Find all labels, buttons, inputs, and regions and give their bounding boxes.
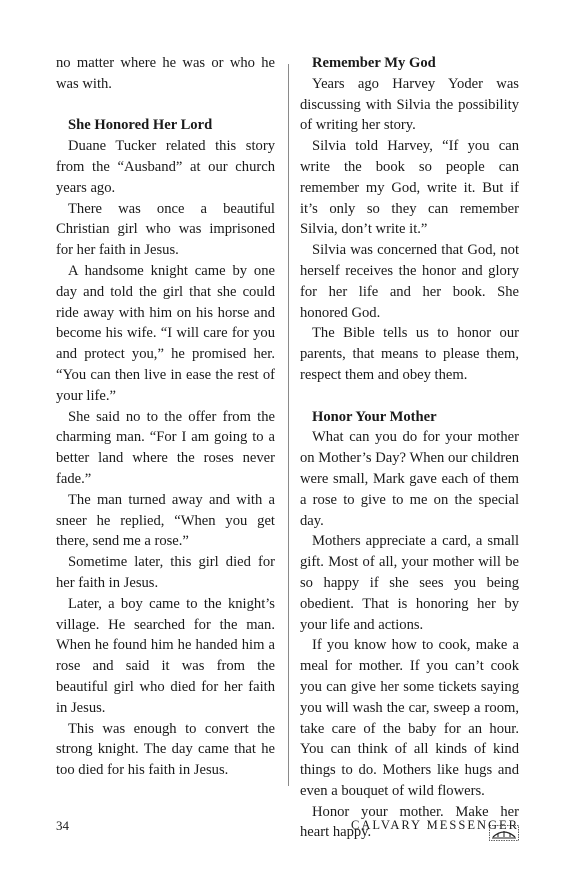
left-column <box>56 53 275 781</box>
closing-text: Honor your mother. Make her heart happy. <box>300 803 519 841</box>
paragraph-continued: no matter where he was or who he was with. <box>56 55 275 92</box>
paragraph: There was once a beautiful Christian girl who was imprisoned for her faith in Jesus. <box>56 200 275 259</box>
paragraph: If you know how to cook, make a meal for mother. If you can’t cook you can give her some tickets saying you will wash the car, sweep a room, take care of the baby for an hour. You can think of all kinds of kind things to do. Mothers like hugs and even a bouquet of wild flowers. <box>300 637 519 799</box>
paragraph: Silvia told Harvey, “If you can write the book so people can remember my God, write it. But if it’s only so they can remember Silvia, don’t write it.” <box>300 138 519 238</box>
section-heading-honor-your-mother: Honor Your Mother <box>312 408 437 425</box>
paragraph: Later, a boy came to the knight’s village. He searched for the man. When he found him he handed him a rose and said it was from the beautiful girl who died for her faith in Jesus. <box>56 595 275 716</box>
paragraph: Years ago Harvey Yoder was discussing with Silvia the possibility of writing her story. <box>300 75 519 134</box>
paragraph: The Bible tells us to honor our parents, that means to please them, respect them and obey them. <box>300 325 519 383</box>
paragraph: The man turned away and with a sneer he replied, “When you get there, send me a rose.” <box>56 491 275 550</box>
section-gap <box>300 386 519 407</box>
page-number: 34 <box>56 818 69 833</box>
column-divider <box>288 64 289 786</box>
paragraph: What can you do for your mother on Mother’s Day? When our children were small, Mark gave each of them a rose to give to me on the special day. <box>300 429 519 529</box>
paragraph: Mothers appreciate a card, a small gift. Most of all, your mother will be so happy if she sees you being obedient. That is honoring her by your life and actions. <box>300 533 519 633</box>
paragraph: Silvia was concerned that God, not herself receives the honor and glory for her life and her book. She honored God. <box>300 242 519 321</box>
section-heading-she-honored-her-lord: She Honored Her Lord <box>68 117 213 134</box>
section-gap <box>56 95 275 116</box>
right-column <box>300 53 519 843</box>
section-heading-remember-my-god: Remember My God <box>312 55 436 71</box>
paragraph: Sometime later, this girl died for her faith in Jesus. <box>56 554 275 591</box>
paragraph: This was enough to convert the strong knight. The day came that he too died for his faith in Jesus. <box>56 720 275 779</box>
paragraph: She said no to the offer from the charming man. “For I am going to a better land where the roses never fade.” <box>56 408 275 487</box>
running-title: CALVARY MESSENGER <box>351 818 519 832</box>
paragraph: Duane Tucker related this story from the “Ausband” at our church years ago. <box>56 138 275 196</box>
paragraph: A handsome knight came by one day and told the girl that she could ride away with him on his horse and become his wife. “I will care for you and protect you,” he promised her. “You can then live in ease the rest of your life.” <box>56 262 275 404</box>
